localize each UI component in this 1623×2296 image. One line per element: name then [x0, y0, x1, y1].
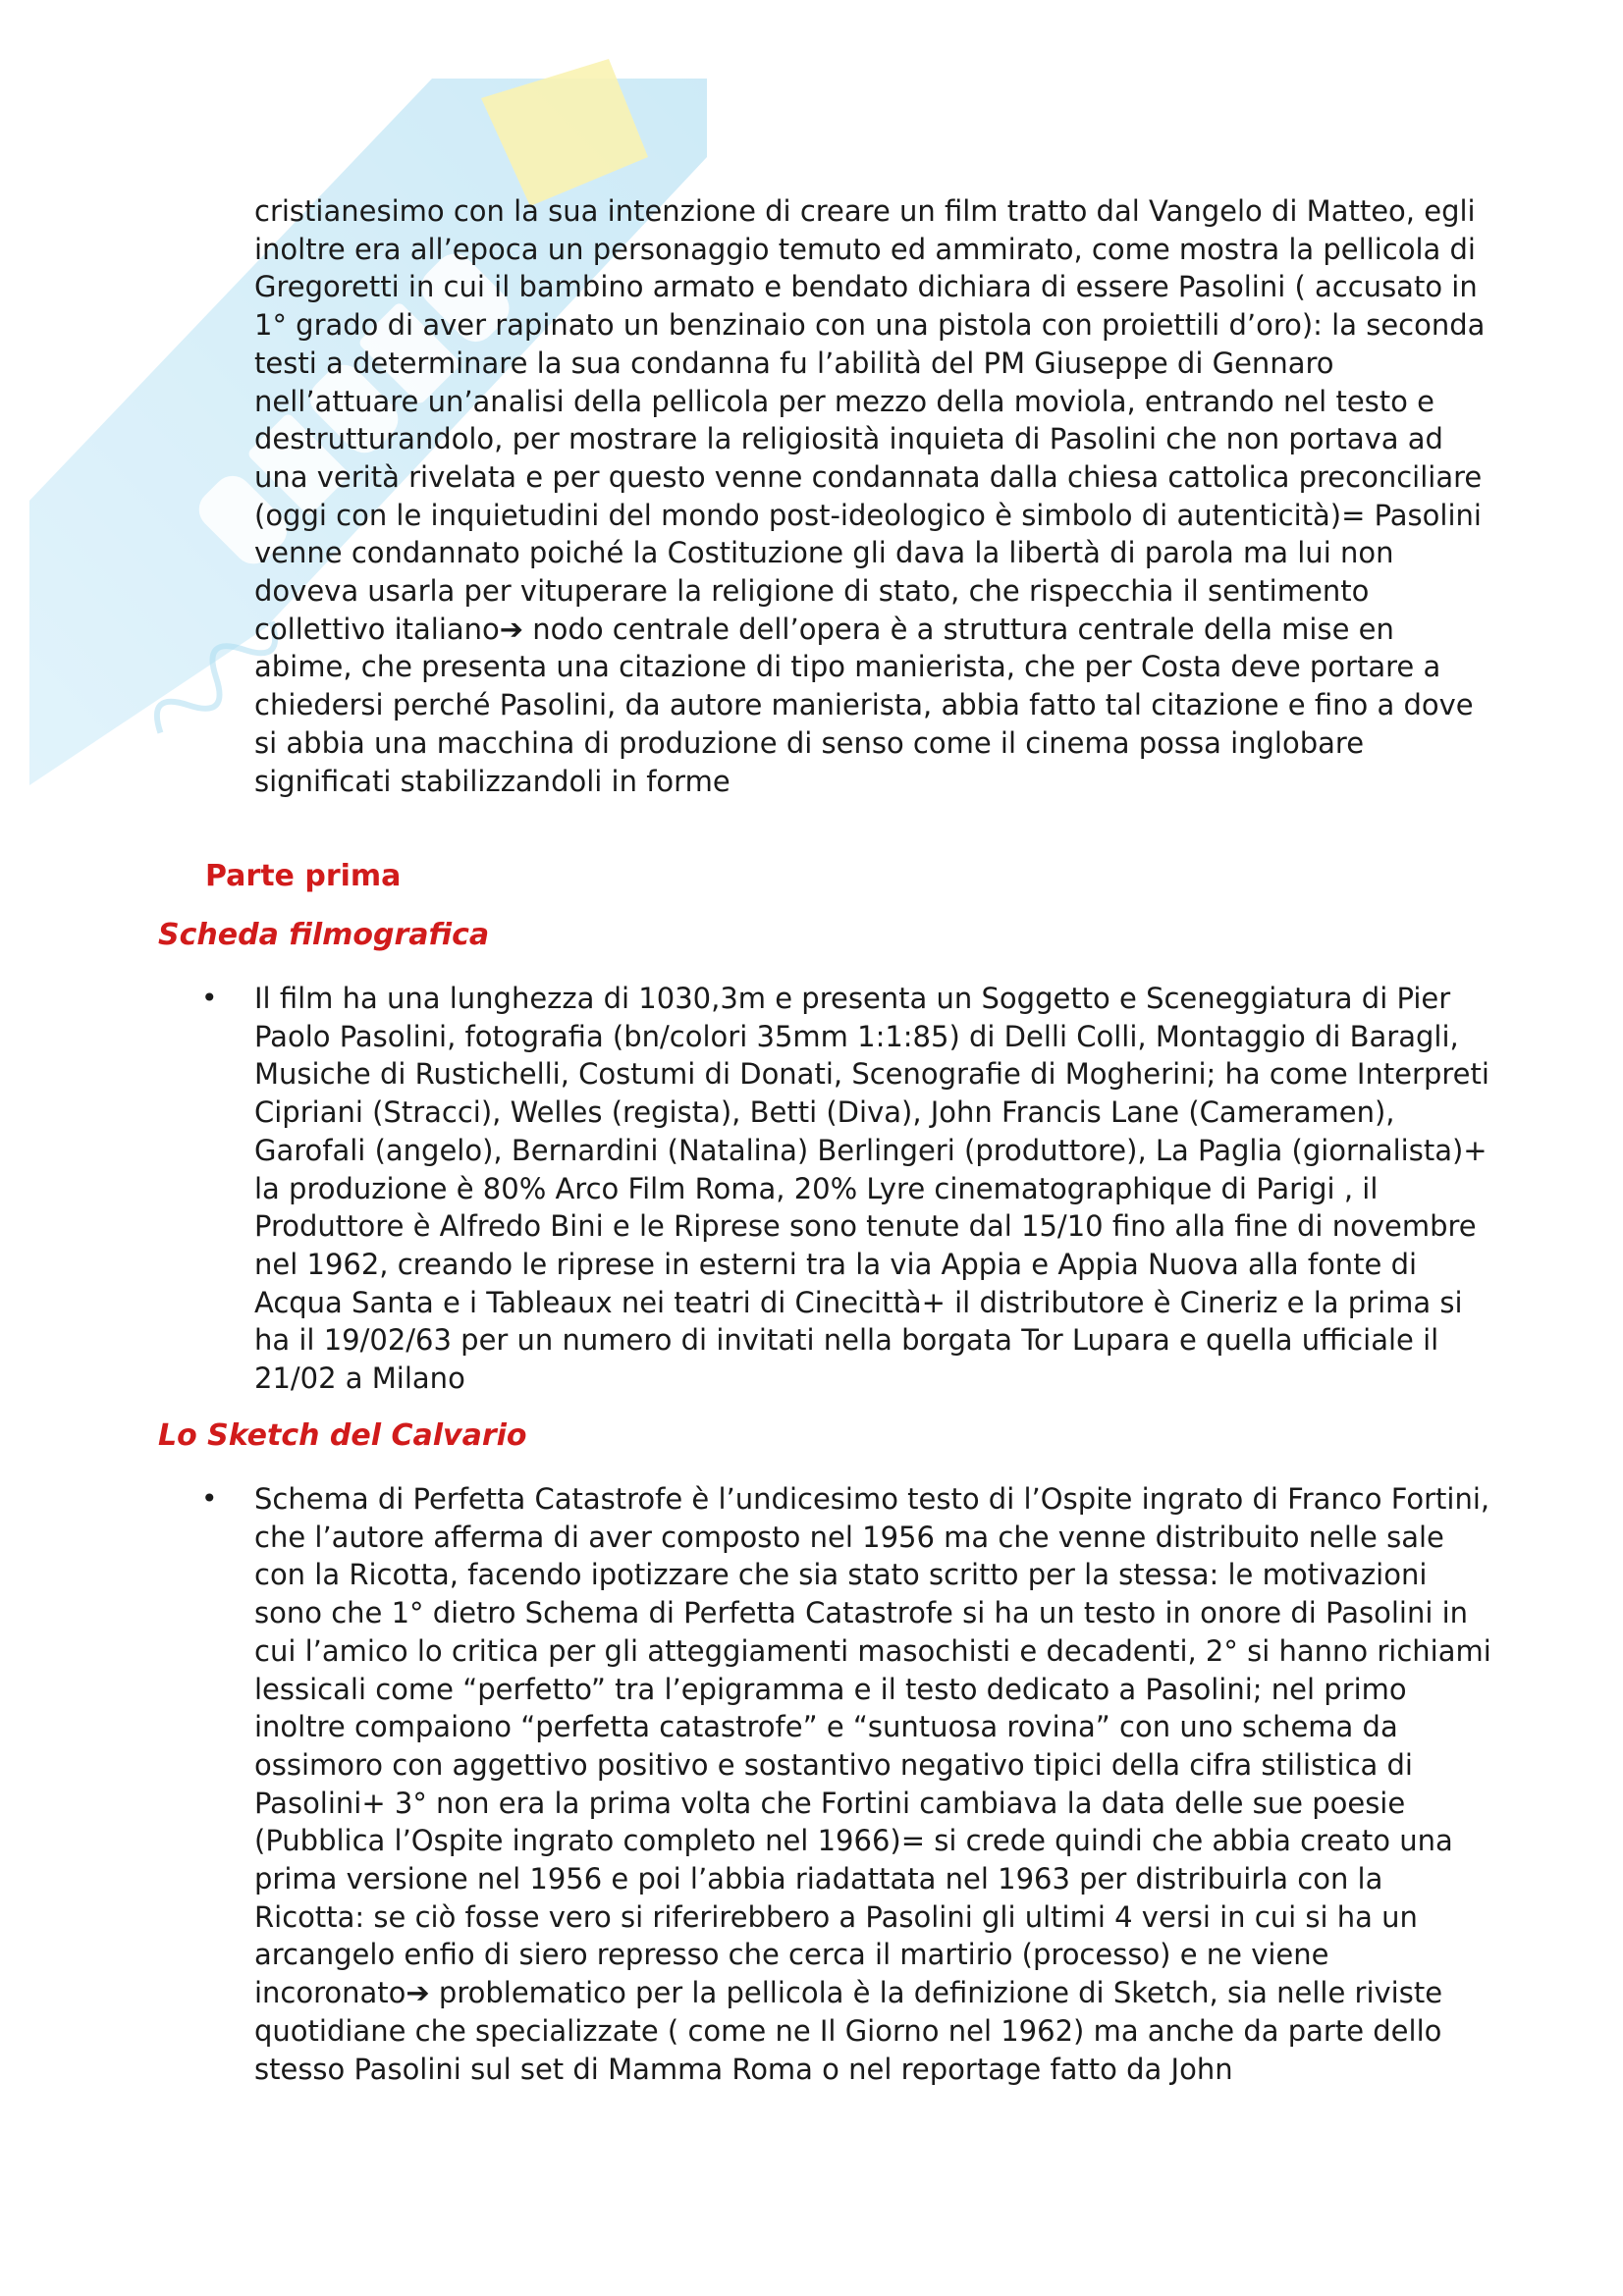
heading-scheda-filmografica: Scheda filmografica [158, 918, 490, 952]
bullet-text-scheda: Il film ha una lunghezza di 1030,3m e presenta un Soggetto e Sceneggiatura di Pier Paolo Pasolini, fotografia (bn/colori 35mm 1:1:85) di Delli Colli, Montaggio di Baragli, Musiche di Rustichelli, Costumi di Donati, Scenografie di Mogherini; ha come Interpreti Cipriani (Stracci), Welles (regista), Betti (Diva), John Francis Lane (Cameramen), Garofali (angelo), Bernardini (Natalina) Berlingeri (produttore), La Paglia (giornalista)+ la produzione è 80% Arco Film Roma, 20% Lyre cinematographique di Parigi , il Produttore è Alfredo Bini e le Riprese sono tenute dal 15/10 fino alla fine di novembre nel 1962, creando le riprese in esterni tra la via Appia e Appia Nuova alla fonte di Acqua Santa e i Tableaux nei teatri di Cinecittà+ il distributore è Cineriz e la prima si ha il 19/02/63 per un numero di invitati nella borgata Tor Lupara e quella ufficiale il 21/02 a Milano [254, 982, 1489, 1396]
intro-paragraph: cristianesimo con la sua intenzione di creare un film tratto dal Vangelo di Matteo, egli inoltre era all’epoca un personaggio temuto ed ammirato, come mostra la pellicola di Gregoretti in cui il bambino armato e bendato dichiara di essere Pasolini ( accusato in 1° grado di aver rapinato un benzinaio con una pistola con proiettili d’oro): la seconda testi a determinare la sua condanna fu l’abilità del PM Giuseppe di Gennaro nell’attuare un’analisi della pellicola per mezzo della moviola, entrando nel testo e destrutturandolo, per mostrare la religiosità inquieta di Pasolini che non portava ad una verità rivelata e per questo venne condannata dalla chiesa cattolica preconciliare (oggi con le inquietudini del mondo post-ideologico è simbolo di autenticità)= Pasolini venne condannato poiché la Costituzione gli dava la libertà di parola ma lui non doveva usarla per vituperare la religione di stato, che rispecchia il sentimento collettivo italiano➔ nodo centrale dell’opera è a struttura centrale della mise en abime, che presenta una citazione di tipo manierista, che per Costa deve portare a chiedersi perché Pasolini, da autore manierista, abbia fatto tal citazione e fino a dove si abbia una macchina di produzione di senso come il cinema possa inglobare significati stabilizzandoli in forme [254, 194, 1486, 798]
heading-parte-prima: Parte prima [205, 859, 402, 893]
heading-sketch-calvario: Lo Sketch del Calvario [158, 1418, 527, 1453]
bullet-text-sketch: Schema di Perfetta Catastrofe è l’undicesimo testo di l’Ospite ingrato di Franco Fortini, che l’autore afferma di aver composto nel 1956 ma che venne distribuito nelle sale con la Ricotta, facendo ipotizzare che sia stato scritto per la stessa: le motivazioni sono che 1° dietro Schema di Perfetta Catastrofe si ha un testo in onore di Pasolini in cui l’amico lo critica per gli atteggiamenti masochisti e decadenti, 2° si hanno richiami lessicali come “perfetto” tra l’epigramma e il testo dedicato a Pasolini; nel primo inoltre compaiono “perfetta catastrofe” e “suntuosa rovina” con uno schema da ossimoro con aggettivo positivo e sostantivo negativo tipici della cifra stilistica di Pasolini+ 3° non era la prima volta che Fortini cambiava la data delle sue poesie (Pubblica l’Ospite ingrato completo nel 1966)= si crede quindi che abbia creato una prima versione nel 1956 e poi l’abbia riadattata nel 1963 per distribuirla con la Ricotta: se ciò fosse vero si riferirebbero a Pasolini gli ultimi 4 versi in cui si ha un arcangelo enfio di siero represso che cerca il martirio (processo) e ne viene incoronato➔ problematico per la pellicola è la definizione di Sketch, sia nelle riviste quotidiane che specializzate ( come ne Il Giorno nel 1962) ma anche da parte dello stesso Pasolini sul set di Mamma Roma o nel reportage fatto da John [254, 1482, 1491, 2086]
bullet-icon: • [201, 1482, 218, 1515]
bullet-icon: • [201, 982, 218, 1014]
